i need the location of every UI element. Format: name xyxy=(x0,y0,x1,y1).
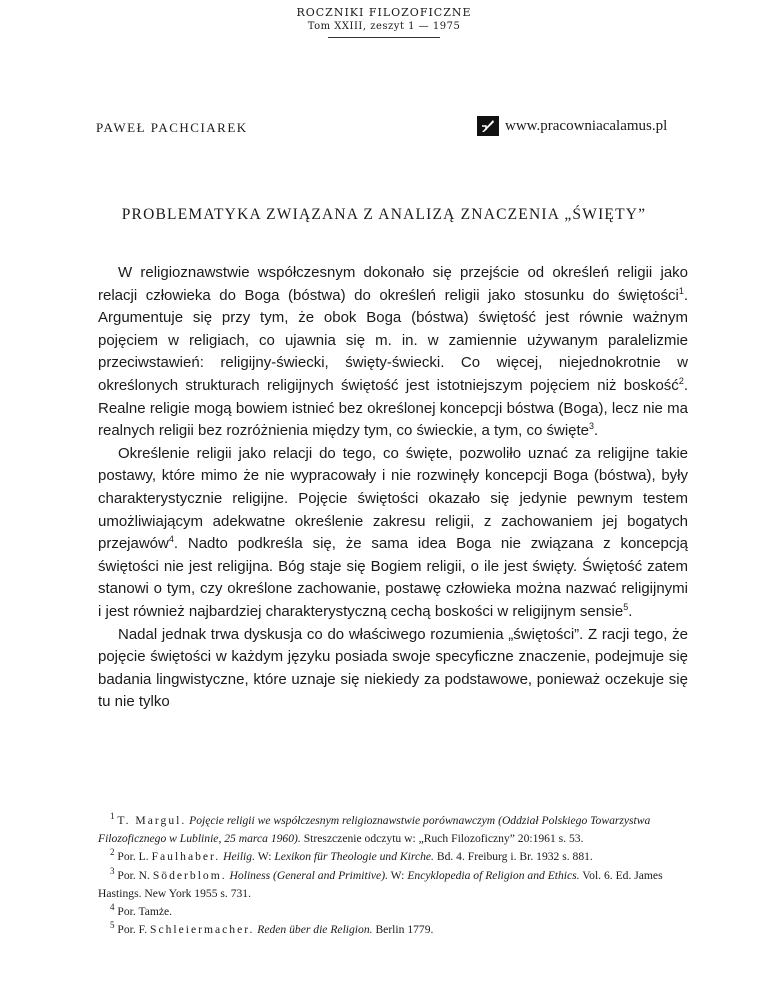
author-name: PAWEŁ PACHCIAREK xyxy=(96,120,248,135)
calamus-logo-icon xyxy=(477,116,499,136)
footnote-2: $^2$ Por. L. Faulhaber. Heilig. W: Lexikon für Theologie und Kirche. Bd. 4. Freiburg i. Br. 1932 s. 881. xyxy=(110,847,593,864)
paragraph-3: Nadal jednak trwa dyskusja co do właściwego rozumienia „świętości”. Z racji tego, że pojęcie świętości w każdym języku posiada swoje specyficzne znaczenie, podejmuje się badania lingwistyczne, które uznaje się niekiedy za podstawowe, ponieważ oczekuje się tu nie tylko xyxy=(98,625,688,711)
footnote-ref-4: 4 xyxy=(168,534,174,545)
header-rule xyxy=(328,37,440,38)
article-title: PROBLEMATYKA ZWIĄZANA Z ANALIZĄ ZNACZENIA „ŚWIĘTY” xyxy=(121,206,647,223)
footnote-1: $^1$ T. Margul. Pojęcie religii we współczesnym religioznawstwie porównawczym (Oddział Polskiego Towarzystwa Filozoficznego w Lublinie, 25 marca 1960). Streszczenie odczytu w: „Ruch Filozoficzny” 20:1961 s. 53. xyxy=(98,811,651,846)
footnote-ref-1: 1 xyxy=(678,285,684,296)
footnote-ref-3: 3 xyxy=(589,421,595,432)
paragraph-1: W religioznawstwie współczesnym dokonało się przejście od określeń religii jako relacji człowieka do Boga (bóstwa) do określeń religii jako stosunku do świętości$^1$. Argumentuje się przy tym, że obok Boga (bóstwa) świętość jest równie ważnym pojęciem w religiach, co ujawnia się m. in. w zamiennie używanym paralelizmie przeciwstawień: religijny-świecki, święty-świecki. Co więcej, niejednokrotnie w określonych strukturach religijnych świętość jest istotniejszym pojęciem niż boskość$^2$. Realne religie mogą bowiem istnieć bez określonej koncepcji bóstwa (Boga), lecz nie ma realnych religii bez rozróżnienia między tym, co świeckie, a tym, co święte$^3$. xyxy=(98,264,688,440)
paragraph-2: Określenie religii jako relacji do tego, co święte, pozwoliło uznać za religijne takie postawy, które mimo że nie wypracowały i nie rozwinęły koncepcji Boga (bóstwa), były charakterystycznie religijne. Pojęcie świętości okazało się jedynie pewnym testem umożliwiającym adekwatne określenie zakresu religii, z zachowaniem jej bogatych przejawów$^4$. Nadto podkreśla się, że sama idea Boga nie związana z koncepcją świętości nie jest religijna. Bóg staje się Bogiem religii, o ile jest święty. Świętość zatem stanowi o tym, czy określone zachowanie, postawę człowieka można nazwać religijnymi i jest również najbardziej charakterystyczną cechą boskości w religijnym sensie$^5$. xyxy=(98,444,688,620)
footnote-5: $^5$ Por. F. Schleiermacher. Reden über die Religion. Berlin 1779. xyxy=(110,920,434,937)
footnote-4: $^4$ Por. Tamże. xyxy=(110,902,173,919)
journal-header xyxy=(0,6,768,38)
footnotes xyxy=(98,812,690,939)
footnote-ref-5: 5 xyxy=(623,601,629,612)
journal-name: ROCZNIKI FILOZOFICZNE xyxy=(296,6,472,19)
footnote-3: $^3$ Por. N. Söderblom. Holiness (General and Primitive). W: Encyklopedia of Religion and Ethics. Vol. 6. Ed. James Hastings. New York 1955 s. 731. xyxy=(98,865,663,900)
journal-volume: Tom XXIII, zeszyt 1 — 1975 xyxy=(307,21,461,32)
article-body xyxy=(98,262,688,714)
site-url[interactable]: www.pracowniacalamus.pl xyxy=(505,117,668,134)
footnote-ref-2: 2 xyxy=(678,375,684,386)
publisher-link[interactable] xyxy=(477,116,667,136)
